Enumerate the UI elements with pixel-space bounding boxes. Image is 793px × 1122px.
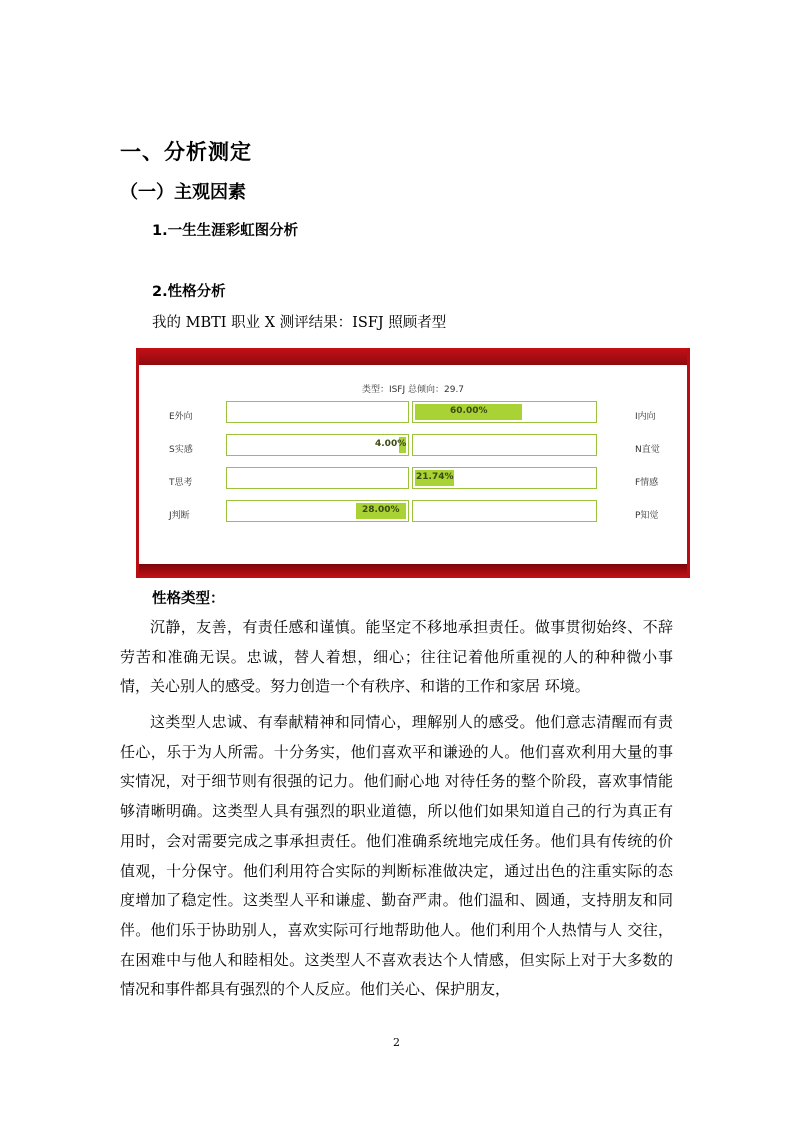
bar-right-track (412, 434, 597, 456)
dimension-right-label: P知觉 (635, 511, 659, 521)
panel-footer-bar (139, 564, 687, 578)
bar-right-track (412, 401, 597, 423)
panel-header-bar (139, 348, 687, 365)
mbti-result-line: 我的 MBTI 职业 X 测评结果：ISFJ 照顾者型 (152, 315, 447, 331)
dimension-right-label: I内向 (635, 412, 656, 422)
subsection-heading: （一）主观因素 (120, 182, 246, 203)
item-heading-rainbow: 1.一生生涯彩虹图分析 (152, 223, 299, 239)
bar-left-track (226, 401, 409, 423)
bar-percent: 4.00% (375, 439, 407, 449)
body-paragraph: 这类型人忠诚、有奉献精神和同情心，理解别人的感受。他们意志清醒而有责任心，乐于为人所需。十分务实，他们喜欢平和谦逊的人。他们喜欢利用大量的事实情况，对于细节则有很强的记力。他们耐心地 对待任务的整个阶段，喜欢事情能够清晰明确。这类型人具有强烈的职业道德，所以他们如果知道自己的行为真正有用时，会对需要完成之事承担责任。他们准确系统地完成任务。他们具有传统的价值观，十分保守。他们利用符合实际的判断标准做决定，通过出色的注重实际的态度增加了稳定性。这类型人平和谦虚、勤奋严肃。他们温和、圆通，支持朋友和同伴。他们乐于协助别人，喜欢实际可行地帮助他人。他们利用个人热情与人 交往，在困难中与他人和睦相处。这类型人不喜欢表达个人情感，但实际上对于大多数的情况和事件都具有强烈的个人反应。他们关心、保护朋友， (120, 713, 673, 999)
personality-type-heading: 性格类型： (152, 591, 225, 607)
dimension-right-label: N直觉 (635, 445, 660, 455)
bar-left-track (226, 500, 409, 522)
section-heading: 一、分析测定 (120, 140, 252, 164)
dimension-left-label: S实感 (169, 445, 193, 455)
bar-left-track (226, 434, 409, 456)
bar-right-track (412, 500, 597, 522)
dimension-left-label: J判断 (169, 511, 190, 521)
body-paragraph: 沉静，友善，有责任感和谨慎。能坚定不移地承担责任。做事贯彻始终、不辞劳苦和准确无误。忠诚，替人着想，细心；往往记着他所重视的人的种种微小事情，关心别人的感受。努力创造一个有秩序、和谐的工作和家居 环境。 (120, 618, 673, 696)
dimension-left-label: E外向 (169, 412, 193, 422)
bar-percent: 21.74% (416, 472, 454, 482)
item-heading-personality: 2.性格分析 (152, 284, 226, 300)
bar-right-track (412, 467, 597, 489)
dimension-left-label: T思考 (169, 478, 193, 488)
bar-left-track (226, 467, 409, 489)
page-number: 2 (393, 1036, 400, 1049)
mbti-summary: 类型：ISFJ 总倾向：29.7 (361, 385, 465, 395)
dimension-right-label: F情感 (635, 478, 659, 488)
bar-percent: 60.00% (450, 406, 488, 416)
mbti-result-panel (136, 348, 690, 578)
bar-percent: 28.00% (362, 505, 400, 515)
